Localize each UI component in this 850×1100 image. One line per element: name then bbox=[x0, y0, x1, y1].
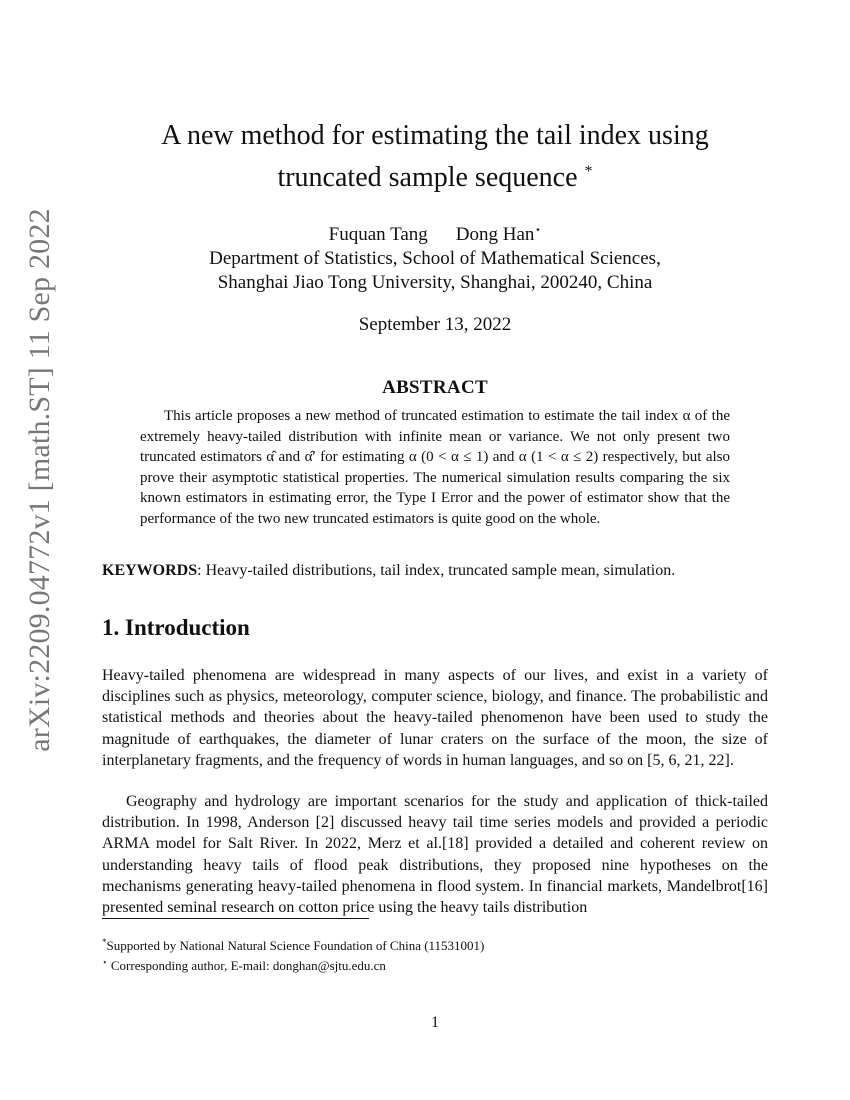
author-2-mark: ⋆ bbox=[534, 224, 542, 236]
footnote-2-mark: ⋆ bbox=[102, 957, 108, 967]
author-1: Fuquan Tang bbox=[328, 224, 428, 245]
footnote-1-text: Supported by National Natural Science Foundation of China (11531001) bbox=[106, 938, 485, 953]
title-footnote-mark: * bbox=[584, 163, 593, 180]
keywords-text: : Heavy-tailed distributions, tail index, truncated sample mean, simulation. bbox=[197, 562, 676, 579]
affiliation-line-2: Shanghai Jiao Tong University, Shanghai, 200240, China bbox=[217, 272, 653, 293]
abstract-text: This article proposes a new method of truncated estimation to estimate the tail index α of the extremely heavy-tailed distribution with infinite mean or variance. We not only present two truncated estimators α̂ and α̂′ for estimating α (0 < α ≤ 1) and α (1 < α ≤ 2) respectively, but also prove their asymptotic statistical properties. The numerical simulation results comparing the six known estimators in estimating error, the Type I Error and the power of estimator show that the performance of the two new truncated estimators is quite good on the whole. bbox=[140, 408, 730, 527]
keywords-line bbox=[102, 562, 768, 580]
title-line-2: truncated sample sequence bbox=[277, 162, 578, 193]
footnote-2 bbox=[102, 957, 768, 974]
introduction-heading: 1. Introduction bbox=[102, 615, 250, 640]
footnote-2-text: Corresponding author, E-mail: donghan@sjtu.edu.cn bbox=[107, 958, 386, 973]
paper-date: September 13, 2022 bbox=[358, 314, 512, 335]
footnote-1-mark: * bbox=[102, 937, 107, 947]
intro-paragraph-2: Geography and hydrology are important scenarios for the study and application of thick-tailed distribution. In 1998, Anderson [2] discussed heavy tail time series models and provided a periodic ARMA model for Salt River. In 2022, Merz et al.[18] provided a detailed and coherent review on understanding heavy tails of flood peak distributions, they proposed nine hypotheses on the mechanisms generating heavy-tailed phenomena in flood system. In financial markets, Mandelbrot[16] presented seminal research on cotton price using the heavy tails distribution bbox=[102, 793, 768, 917]
author-2: Dong Han bbox=[455, 224, 535, 245]
footnote-1 bbox=[102, 937, 768, 954]
arxiv-identifier: arXiv:2209.04772v1 [math.ST] 11 Sep 2022 bbox=[23, 208, 56, 752]
paper-title bbox=[102, 118, 768, 196]
affiliation-line-1: Department of Statistics, School of Mathematical Sciences, bbox=[209, 248, 661, 269]
footnote-divider bbox=[102, 918, 369, 919]
abstract-heading: ABSTRACT bbox=[382, 377, 488, 398]
author-block bbox=[102, 218, 768, 295]
page-number: 1 bbox=[431, 1014, 439, 1031]
keywords-label: KEYWORDS bbox=[102, 562, 198, 579]
intro-paragraph-1: Heavy-tailed phenomena are widespread in many aspects of our lives, and exist in a variety of disciplines such as physics, meteorology, computer science, biology, and finance. The probabilistic and statistical methods and theories about the heavy-tailed phenomenon have been used to study the magnitude of earthquakes, the diameter of lunar craters on the surface of the moon, the size of interplanetary fragments, and the frequency of words in human languages, and so on [5, 6, 21, 22]. bbox=[102, 667, 768, 769]
title-line-1: A new method for estimating the tail index using bbox=[161, 120, 709, 151]
